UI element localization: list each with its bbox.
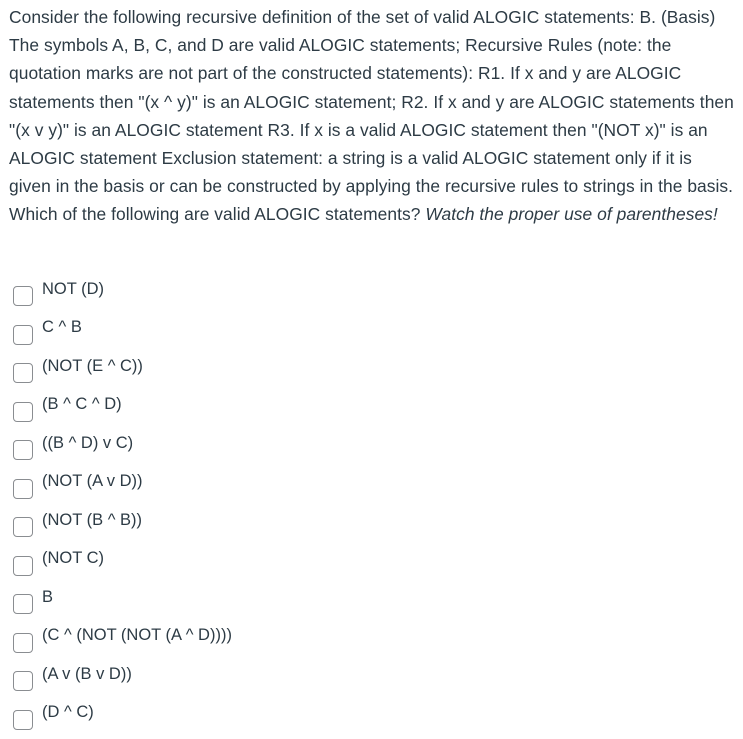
option-item[interactable] xyxy=(13,582,713,621)
option-label: (NOT (B ^ B)) xyxy=(42,510,143,529)
option-item[interactable] xyxy=(13,698,713,737)
option-label: C ^ B xyxy=(42,318,82,337)
option-item[interactable] xyxy=(13,621,713,660)
answer-options xyxy=(13,274,713,736)
option-item[interactable] xyxy=(13,274,713,313)
option-label: (B ^ C ^ D) xyxy=(42,395,122,414)
option-item[interactable] xyxy=(13,428,713,467)
option-checkbox[interactable] xyxy=(13,556,33,576)
option-label: (C ^ (NOT (NOT (A ^ D)))) xyxy=(42,626,232,645)
option-item[interactable] xyxy=(13,390,713,429)
option-item[interactable] xyxy=(13,351,713,390)
option-item[interactable] xyxy=(13,467,713,506)
option-item[interactable] xyxy=(13,659,713,698)
option-checkbox[interactable] xyxy=(13,286,33,306)
option-label: NOT (D) xyxy=(42,279,105,298)
option-label: (NOT (A v D)) xyxy=(42,472,143,491)
option-item[interactable] xyxy=(13,313,713,352)
option-item[interactable] xyxy=(13,544,713,583)
option-checkbox[interactable] xyxy=(13,363,33,383)
option-checkbox[interactable] xyxy=(13,671,33,691)
question-text xyxy=(9,3,737,229)
option-checkbox[interactable] xyxy=(13,517,33,537)
question-hint: Watch the proper use of parentheses! xyxy=(425,204,718,225)
question-body: Consider the following recursive definition of the set of valid ALOGIC statements: B. (Basis) The symbols A, B, C, and D are valid ALOGIC statements; Recursive Rules (note: the quotation marks are not part of the constructed statements): R1. If x and y are ALOGIC statements then "(x ^ y)" is an ALOGIC statement; R2. If x and y are ALOGIC statements then "(x v y)" is an ALOGIC statement R3. If x is a valid ALOGIC statement then "(NOT x)" is an ALOGIC statement Exclusion statement: a string is a valid ALOGIC statement only if it is given in the basis or can be constructed by applying the recursive rules to strings in the basis. Which of the following are valid ALOGIC statements? xyxy=(9,7,734,225)
option-checkbox[interactable] xyxy=(13,479,33,499)
option-checkbox[interactable] xyxy=(13,325,33,345)
option-checkbox[interactable] xyxy=(13,594,33,614)
option-label: B xyxy=(42,587,54,606)
option-label: ((B ^ D) v C) xyxy=(42,433,134,452)
option-checkbox[interactable] xyxy=(13,402,33,422)
option-checkbox[interactable] xyxy=(13,440,33,460)
option-checkbox[interactable] xyxy=(13,633,33,653)
option-item[interactable] xyxy=(13,505,713,544)
option-label: (D ^ C) xyxy=(42,703,94,722)
option-checkbox[interactable] xyxy=(13,710,33,730)
option-label: (NOT C) xyxy=(42,549,105,568)
option-label: (A v (B v D)) xyxy=(42,664,132,683)
option-label: (NOT (E ^ C)) xyxy=(42,356,143,375)
